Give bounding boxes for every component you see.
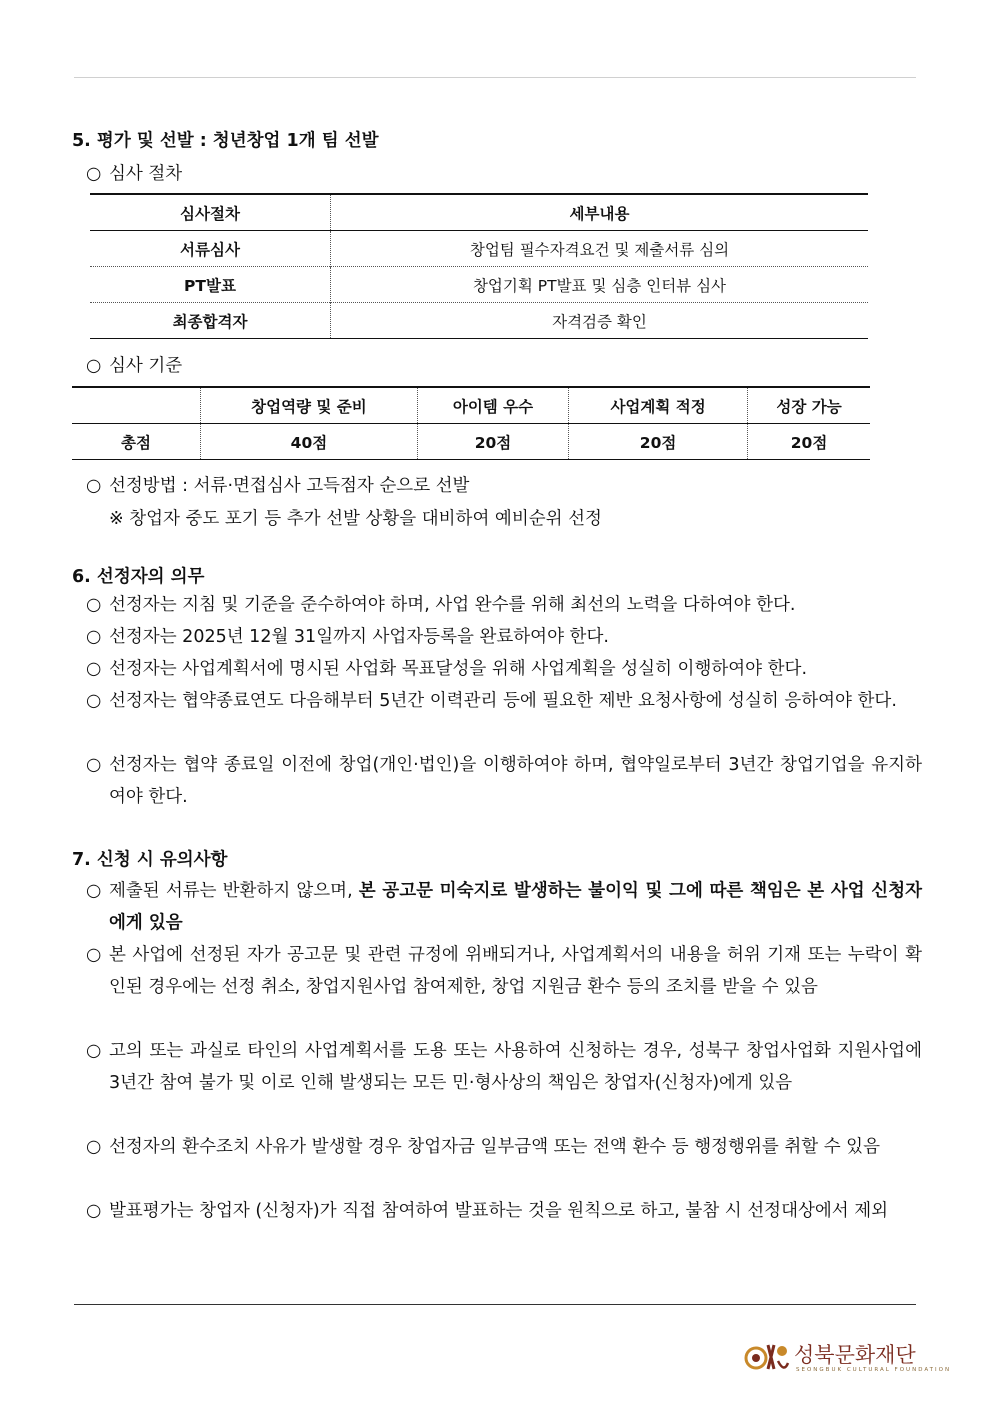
header-rule <box>74 77 916 78</box>
bullet-icon: ○ <box>86 627 102 647</box>
criteria-table <box>72 386 870 460</box>
list-item-text <box>109 876 922 939</box>
table-row <box>90 303 868 339</box>
bullet-icon: ○ <box>86 1041 102 1061</box>
table-cell: 20점 <box>748 424 870 460</box>
bullet-icon: ○ <box>86 1201 102 1221</box>
list-item-text: 선정자는 지침 및 기준을 준수하여야 하며, 사업 완수를 위해 최선의 노력을 다하여야 한다. <box>109 595 796 615</box>
bullet-icon: ○ <box>86 945 102 965</box>
table-header-cell: 사업계획 적정 <box>569 387 748 424</box>
list-item-text: 발표평가는 창업자 (신청자)가 직접 참여하여 발표하는 것을 원칙으로 하고, 불참 시 선정대상에서 제외 <box>109 1201 889 1221</box>
logo-subtitle: SEONGBUK CULTURAL FOUNDATION <box>796 1367 952 1373</box>
selection-method <box>86 472 469 497</box>
list-item <box>86 940 922 1003</box>
table-cell: 자격검증 확인 <box>331 303 869 339</box>
table-header-row <box>72 387 870 424</box>
bullet-icon: ○ <box>86 1137 102 1157</box>
bullet-icon: ○ <box>86 881 102 901</box>
list-item <box>86 876 922 939</box>
table-header-cell: 심사절차 <box>90 194 331 231</box>
notice-text: 제출된 서류는 반환하지 않으며, <box>109 881 359 901</box>
list-item <box>86 622 922 654</box>
table-header-cell <box>72 387 201 424</box>
table-cell: 창업기획 PT발표 및 심층 인터뷰 심사 <box>331 267 869 303</box>
selection-method-text: 선정방법 : 서류·면접심사 고득점자 순으로 선발 <box>109 476 470 496</box>
section5-heading: 5. 평가 및 선발 : 청년창업 1개 팀 선발 <box>72 131 379 151</box>
section7-heading: 7. 신청 시 유의사항 <box>72 850 228 870</box>
table-header-cell: 성장 가능 <box>748 387 870 424</box>
table-header-cell: 창업역량 및 준비 <box>201 387 418 424</box>
notice-emphasis: 본 공고문 미숙지로 발생하는 불이익 및 그에 따른 책임은 본 사업 신청자에게 있음 <box>109 881 923 933</box>
foundation-logo <box>744 1335 952 1383</box>
logo-text: 성북문화재단 <box>794 1343 916 1367</box>
table-header-cell: 아이템 우수 <box>417 387 568 424</box>
bullet-icon: ○ <box>86 164 102 184</box>
list-item-text: 선정자는 2025년 12월 31일까지 사업자등록을 완료하여야 한다. <box>109 627 609 647</box>
list-item-text: 고의 또는 과실로 타인의 사업계획서를 도용 또는 사용하여 신청하는 경우, 성북구 창업사업화 지원사업에 3년간 참여 불가 및 이로 인해 발생되는 모든 민·형사상의 책임은 창업자(신청자)에게 있음 <box>109 1041 922 1093</box>
criteria-label-line <box>86 352 182 377</box>
table-row <box>90 231 868 267</box>
list-item-text: 선정자의 환수조치 사유가 발생할 경우 창업자금 일부금액 또는 전액 환수 등 행정행위를 취할 수 있음 <box>109 1137 880 1157</box>
list-item-text: 선정자는 협약 종료일 이전에 창업(개인·법인)을 이행하여야 하며, 협약일로부터 3년간 창업기업을 유지하여야 한다. <box>109 755 922 807</box>
list-item-text: 선정자는 협약종료연도 다음해부터 5년간 이력관리 등에 필요한 제반 요청사항에 성실히 응하여야 한다. <box>109 691 897 711</box>
bullet-icon: ○ <box>86 476 102 496</box>
table-cell: 창업팀 필수자격요건 및 제출서류 심의 <box>331 231 869 267</box>
bullet-icon: ○ <box>86 595 102 615</box>
footer-rule <box>74 1304 916 1305</box>
section6-heading: 6. 선정자의 의무 <box>72 567 205 587</box>
list-item-text: 선정자는 사업계획서에 명시된 사업화 목표달성을 위해 사업계획을 성실히 이행하여야 한다. <box>109 659 808 679</box>
procedure-table <box>90 193 868 339</box>
bullet-icon: ○ <box>86 691 102 711</box>
table-cell: 최종합격자 <box>90 303 331 339</box>
list-item-text: 본 사업에 선정된 자가 공고문 및 관련 규정에 위배되거나, 사업계획서의 내용을 허위 기재 또는 누락이 확인된 경우에는 선정 취소, 창업지원사업 참여제한, 창업 지원금 환수 등의 조치를 받을 수 있음 <box>109 945 922 997</box>
table-row <box>72 424 870 460</box>
bullet-icon: ○ <box>86 755 102 775</box>
list-item <box>86 1036 922 1099</box>
table-cell: 20점 <box>569 424 748 460</box>
list-item <box>86 654 922 686</box>
bullet-icon: ○ <box>86 659 102 679</box>
table-cell: 서류심사 <box>90 231 331 267</box>
procedure-label-line <box>86 160 182 185</box>
list-item <box>86 1132 922 1164</box>
table-cell: 총점 <box>121 433 151 452</box>
selection-method-note: ※ 창업자 중도 포기 등 추가 선발 상황을 대비하여 예비순위 선정 <box>109 509 602 529</box>
table-header-row <box>90 194 868 231</box>
table-row <box>90 267 868 303</box>
criteria-label: 심사 기준 <box>109 356 183 376</box>
table-cell: PT발표 <box>90 267 331 303</box>
bullet-icon: ○ <box>86 356 102 376</box>
table-cell: 40점 <box>201 424 418 460</box>
list-item <box>86 686 922 718</box>
foundation-emblem-icon <box>744 1339 790 1377</box>
table-cell: 20점 <box>417 424 568 460</box>
list-item <box>86 750 922 813</box>
list-item <box>86 590 922 622</box>
list-item <box>86 1196 922 1228</box>
procedure-label: 심사 절차 <box>109 164 183 184</box>
table-header-cell: 세부내용 <box>331 194 869 231</box>
